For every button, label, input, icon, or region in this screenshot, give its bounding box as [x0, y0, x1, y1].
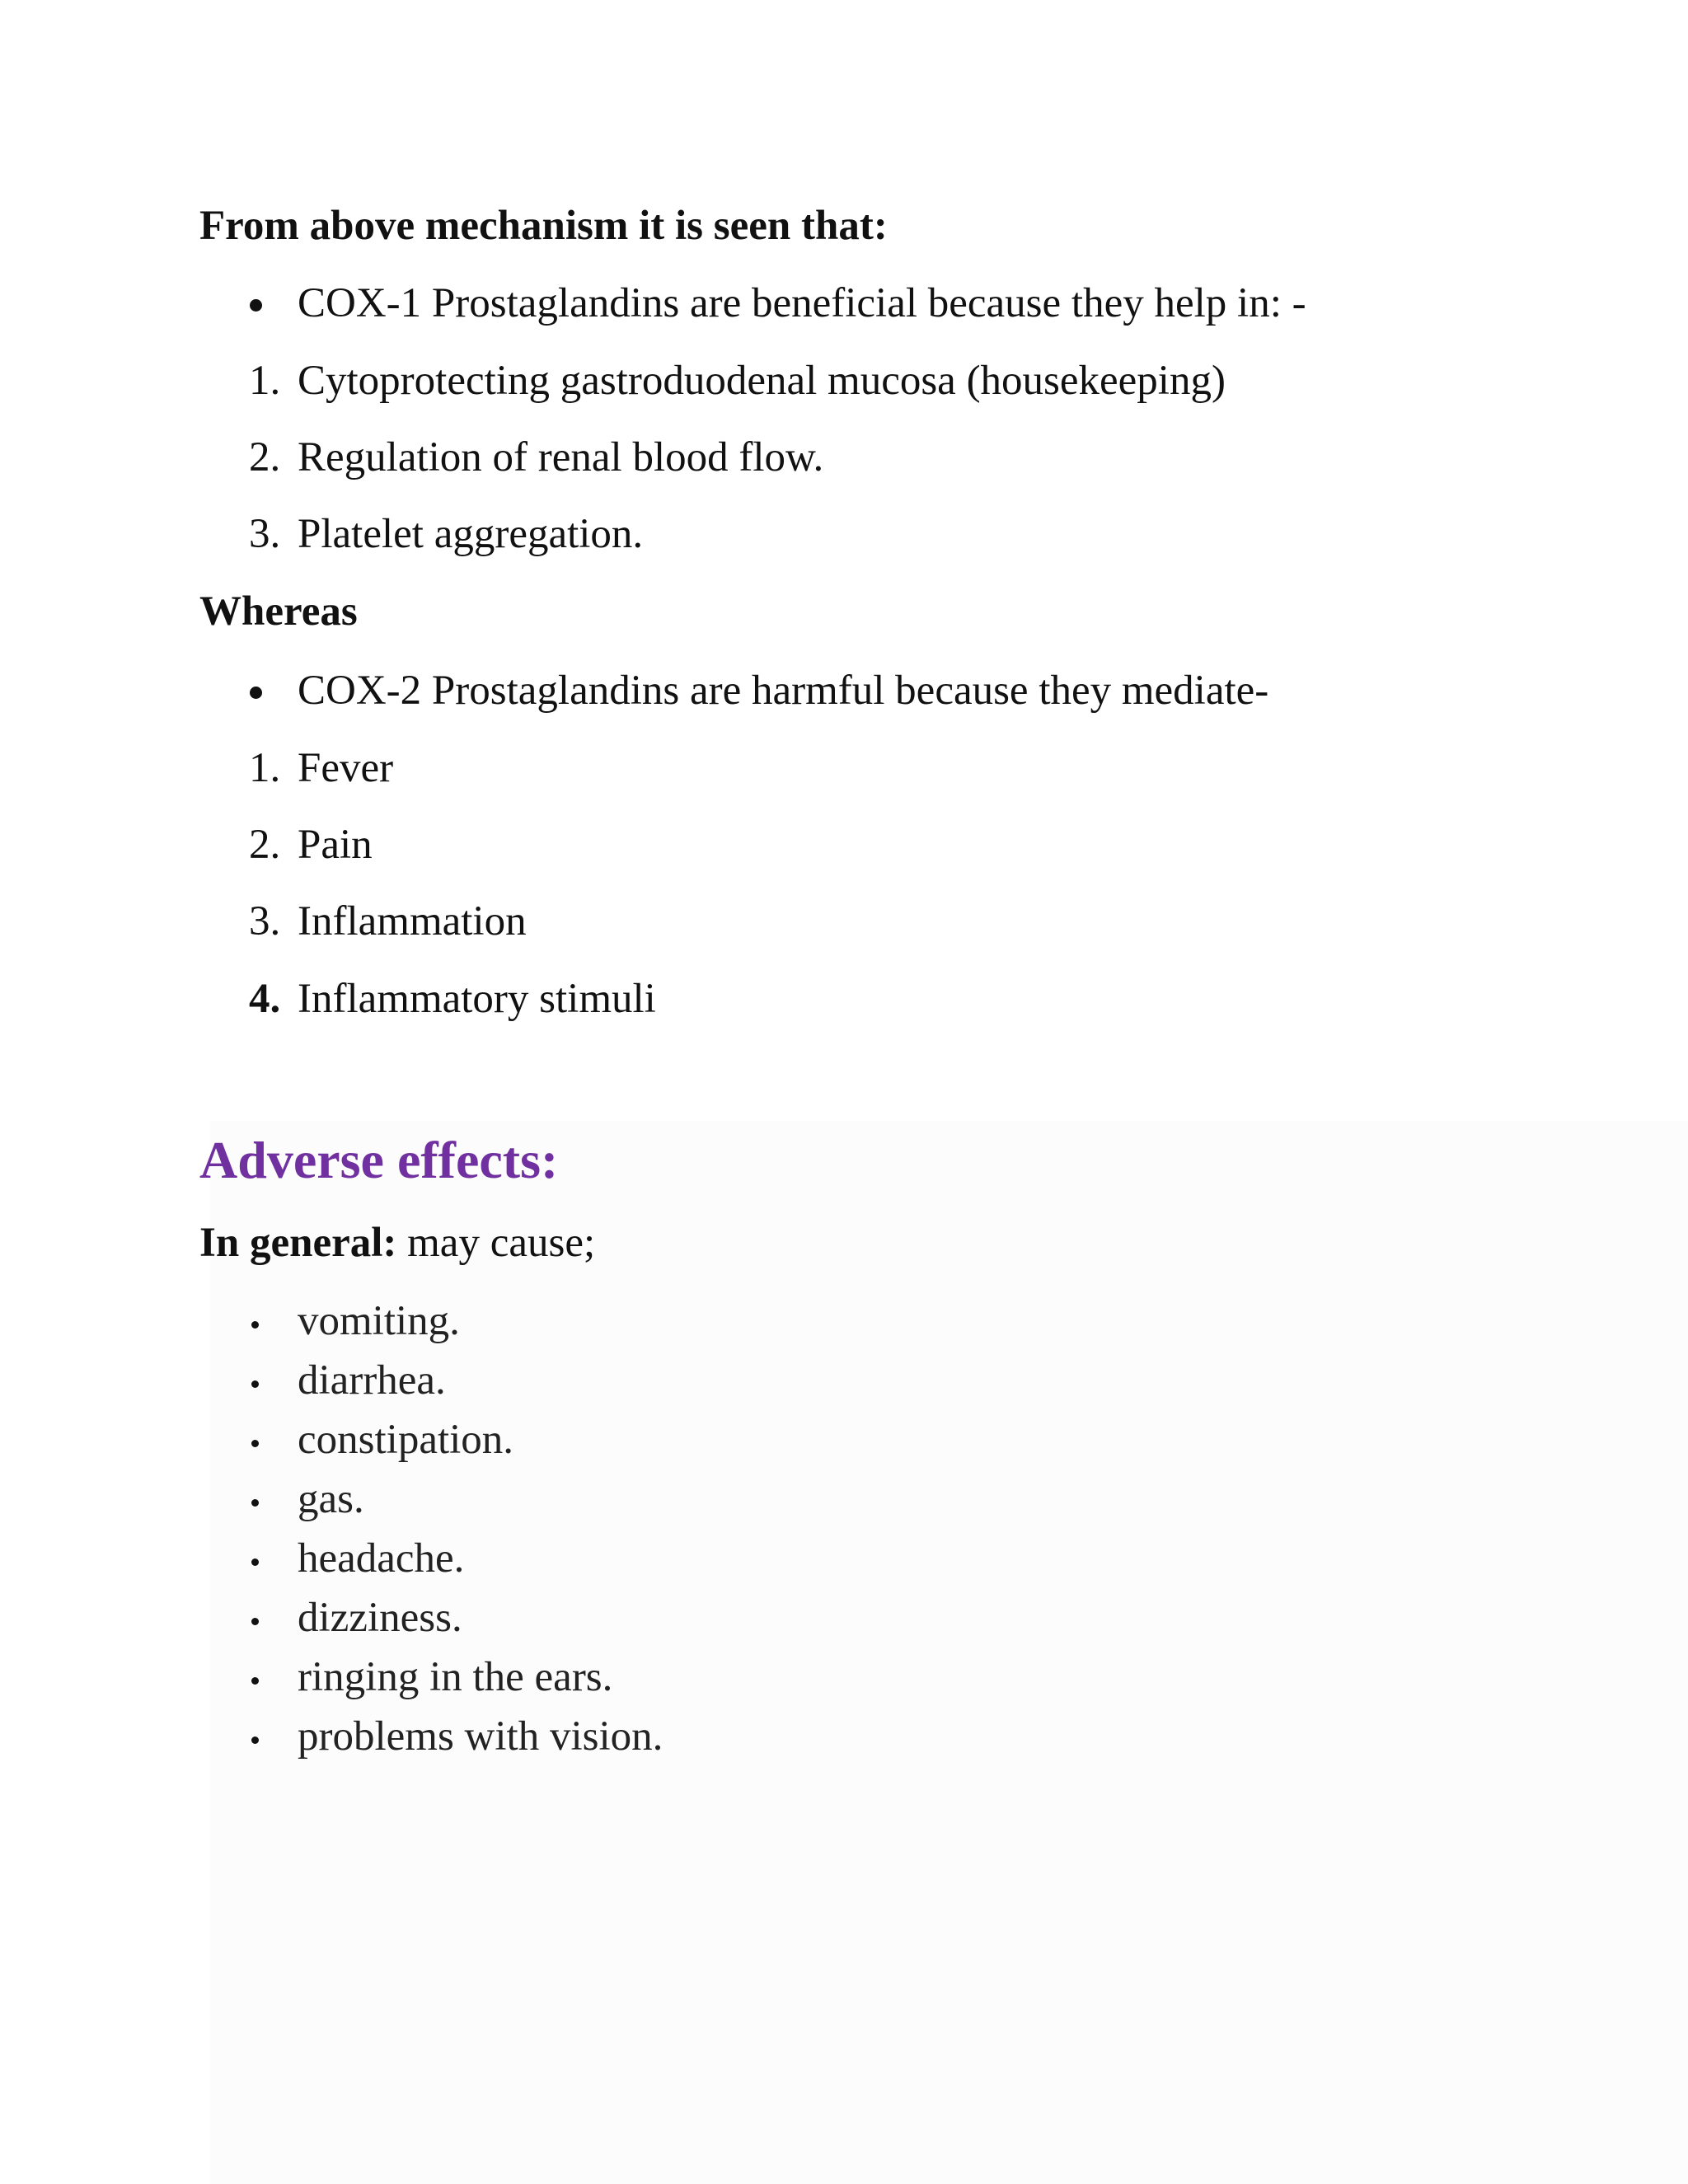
- list-item: Regulation of renal blood flow.: [298, 434, 824, 480]
- bullet-icon: [250, 299, 262, 312]
- list-number: 1.: [249, 358, 281, 404]
- general-text: may cause;: [396, 1220, 596, 1266]
- cox2-bullet-text: COX-2 Prostaglandins are harmful because they mediate-: [298, 668, 1269, 714]
- general-line: [199, 1218, 595, 1268]
- bullet-icon: [251, 1618, 259, 1625]
- general-label: In general:: [199, 1220, 397, 1266]
- list-item: Platelet aggregation.: [298, 511, 644, 557]
- list-item: Inflammation: [298, 898, 527, 944]
- list-item: gas.: [298, 1476, 364, 1522]
- intro-heading: From above mechanism it is seen that:: [199, 203, 888, 249]
- list-item: dizziness.: [298, 1595, 462, 1641]
- bullet-icon: [250, 687, 262, 699]
- list-item: headache.: [298, 1535, 465, 1582]
- list-number: 1.: [249, 745, 281, 791]
- bullet-icon: [251, 1321, 259, 1329]
- cox1-bullet-text: COX-1 Prostaglandins are beneficial because they help in: -: [298, 280, 1306, 326]
- adverse-effects-heading: Adverse effects:: [199, 1131, 559, 1189]
- bullet-icon: [251, 1499, 259, 1507]
- bullet-icon: [251, 1558, 259, 1566]
- list-number: 2.: [249, 822, 281, 868]
- list-item: diarrhea.: [298, 1357, 446, 1404]
- list-item: vomiting.: [298, 1298, 460, 1344]
- bullet-icon: [251, 1440, 259, 1447]
- bullet-icon: [251, 1736, 259, 1744]
- list-item: problems with vision.: [298, 1713, 663, 1760]
- list-item: Inflammatory stimuli: [298, 976, 656, 1022]
- bullet-icon: [251, 1380, 259, 1388]
- whereas-label: Whereas: [199, 588, 358, 635]
- bullet-icon: [251, 1677, 259, 1685]
- list-item: Fever: [298, 745, 394, 791]
- list-number: 2.: [249, 434, 281, 480]
- list-item: Cytoprotecting gastroduodenal mucosa (housekeeping): [298, 358, 1226, 404]
- list-item: constipation.: [298, 1417, 514, 1463]
- list-item: ringing in the ears.: [298, 1654, 613, 1700]
- list-number: 3.: [249, 511, 281, 557]
- list-number: 3.: [249, 898, 281, 944]
- list-item: Pain: [298, 822, 373, 868]
- list-number: 4.: [249, 976, 281, 1022]
